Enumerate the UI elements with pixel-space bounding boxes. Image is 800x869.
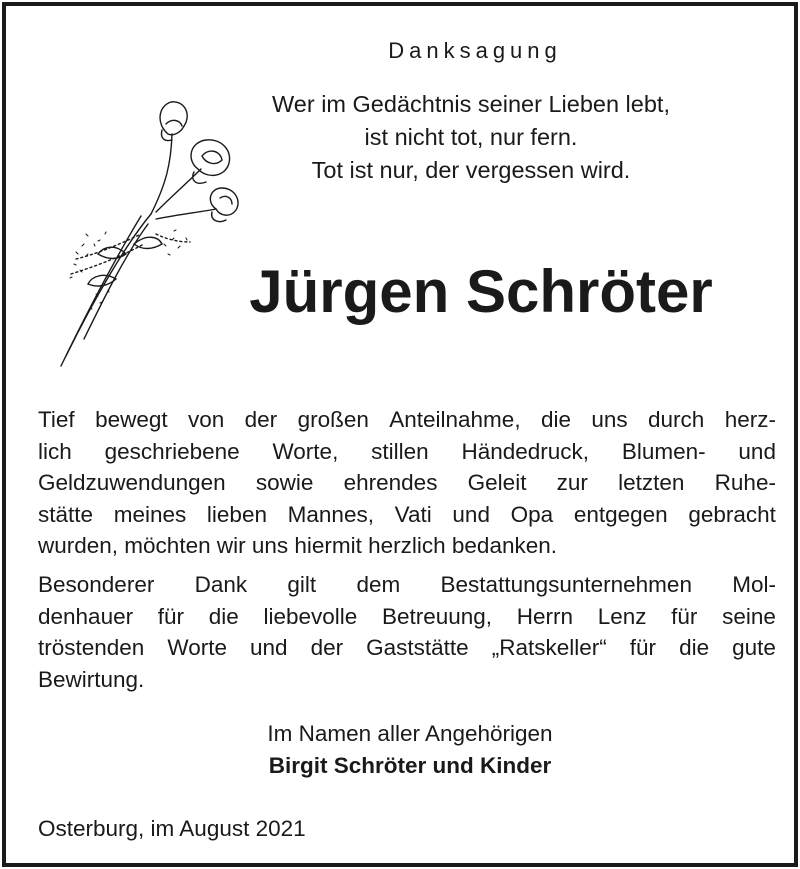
signature-names: Birgit Schröter und Kinder: [268, 753, 552, 778]
word: Herrn: [516, 603, 573, 629]
deceased-name: Jürgen Schröter: [249, 258, 713, 325]
word: Worte,: [272, 438, 339, 464]
text-line: [38, 601, 776, 633]
word: Mol-: [732, 572, 776, 597]
word: stillen: [371, 438, 429, 464]
word: Mannes,: [287, 501, 374, 527]
word: seine: [722, 603, 776, 629]
word: der: [244, 407, 278, 432]
text-line-content: Bewirtung.: [38, 666, 145, 692]
word: denhauer: [38, 603, 134, 629]
word: meines: [113, 501, 187, 527]
word: Worte: [167, 635, 227, 660]
word: der: [310, 635, 344, 660]
word: entgegen: [573, 501, 668, 527]
text-line: [38, 632, 776, 664]
word: Blumen-: [621, 438, 706, 464]
text-line: [38, 467, 776, 499]
word: bewegt: [95, 407, 168, 432]
word: Dank: [194, 572, 248, 597]
word: durch: [648, 407, 705, 432]
text-line: [38, 436, 776, 468]
word: Lenz: [597, 603, 647, 629]
thanks-paragraph: [38, 404, 776, 562]
obituary-notice: [2, 2, 798, 867]
word: zur: [556, 470, 588, 495]
word: für: [671, 603, 698, 629]
text-line: [38, 530, 776, 562]
word: letzten: [618, 470, 685, 495]
word: Händedruck,: [461, 438, 590, 464]
word: herz-: [724, 407, 776, 432]
word: Betreuung,: [381, 603, 493, 629]
word: Besonderer: [38, 572, 155, 597]
word: Vati: [394, 501, 432, 527]
word: und: [738, 438, 776, 464]
word: ehrendes: [343, 470, 438, 495]
word: „Ratskeller“: [491, 635, 607, 660]
signature-intro: Im Namen aller Angehörigen: [267, 721, 553, 746]
word: für: [157, 603, 185, 629]
notice-heading: Danksagung: [388, 38, 562, 63]
word: lieben: [206, 501, 267, 527]
word: dem: [356, 572, 401, 597]
verse-line: Wer im Gedächtnis seiner Lieben lebt,: [272, 91, 670, 117]
word: geschriebene: [104, 438, 240, 464]
word: großen: [297, 407, 369, 432]
place-and-date: Osterburg, im August 2021: [38, 816, 306, 841]
word: lich: [38, 438, 72, 464]
word: die: [679, 635, 710, 660]
word: Tief: [38, 407, 75, 432]
signature-block: [6, 718, 794, 782]
word: Anteilnahme,: [389, 407, 521, 432]
word: für: [629, 635, 657, 660]
roses-illustration: [56, 94, 256, 372]
text-line: [38, 664, 776, 696]
memorial-verse: [236, 88, 706, 187]
word: uns: [591, 407, 628, 432]
word: die: [540, 407, 571, 432]
text-line: [38, 404, 776, 436]
word: Opa: [510, 501, 554, 527]
word: und: [250, 635, 288, 660]
word: Ruhe-: [714, 470, 776, 495]
word: gute: [732, 635, 776, 660]
text-line-content: wurden, möchten wir uns hiermit herzlich bedanken.: [38, 533, 558, 558]
word: die: [208, 603, 239, 629]
word: Geleit: [467, 470, 527, 495]
word: tröstenden: [38, 635, 145, 660]
special-thanks-paragraph: [38, 569, 776, 695]
verse-line: ist nicht tot, nur fern.: [364, 124, 578, 150]
text-line: [38, 499, 776, 531]
word: gebracht: [688, 501, 776, 527]
word: Bestattungsunternehmen: [440, 572, 692, 597]
word: und: [452, 501, 490, 527]
word: von: [188, 407, 225, 432]
word: Geldzuwendungen: [38, 470, 226, 495]
word: gilt: [287, 572, 317, 597]
word: Gaststätte: [366, 635, 469, 660]
word: sowie: [255, 470, 314, 495]
verse-line: Tot ist nur, der vergessen wird.: [311, 157, 631, 183]
word: liebevolle: [263, 603, 358, 629]
word: stätte: [38, 501, 94, 527]
text-line: [38, 569, 776, 601]
